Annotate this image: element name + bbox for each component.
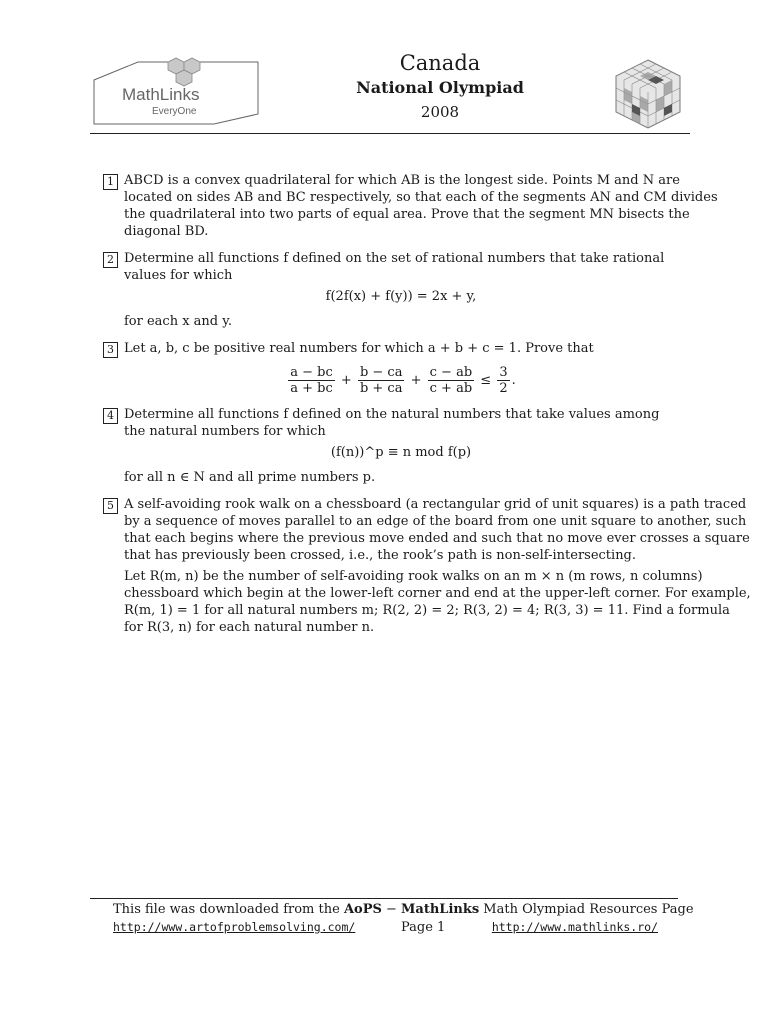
fraction: $\frac{3}{2}$ (499, 365, 508, 396)
footer-rule (90, 898, 678, 899)
problem-line: diagonal BD. (124, 224, 209, 239)
problem-line: Let R(m, n) be the number of self-avoiding rook walks on an m × n (m rows, n columns) (124, 569, 703, 584)
problem-4 (103, 406, 678, 486)
logo-subtext: EveryOne (152, 106, 197, 117)
problem-number: 5 (103, 498, 118, 514)
problem-line: by a sequence of moves parallel to an edge of the board from one unit square to another, such (124, 514, 747, 529)
problem-line: that each begins where the previous move ended and such that no move ever crosses a square (124, 531, 750, 546)
brand-mathlinks: MathLinks (401, 902, 480, 917)
cube-logo (612, 58, 684, 130)
problem-list (103, 172, 751, 646)
page-number: Page 1 (401, 920, 446, 935)
aops-link[interactable]: http://www.artofproblemsolving.com/ (113, 920, 356, 934)
problem-line: ABCD is a convex quadrilateral for which AB is the longest side. Points M and N are (124, 173, 680, 188)
mathlinks-logo (88, 56, 262, 128)
problem-line: for R(3, n) for each natural number n. (124, 620, 375, 635)
title-country: Canada (399, 51, 481, 75)
fraction: $\frac{c - ab}{c + ab}$ (429, 365, 473, 396)
title-competition: National Olympiad (356, 78, 524, 97)
footer-note: This file was downloaded from the AoPS − MathLinks Math Olympiad Resources Page (113, 902, 694, 917)
problem-text: for each x and y. (124, 314, 233, 329)
problem-line: located on sides AB and BC respectively, so that each of the segments AN and CM divides (124, 190, 718, 205)
fraction: $\frac{a - bc}{a + bc}$ (290, 365, 333, 396)
title-year: 2008 (420, 103, 460, 121)
problem-line: the quadrilateral into two parts of equal area. Prove that the segment MN bisects the (124, 207, 690, 222)
title-block (270, 50, 610, 123)
fraction: $\frac{b - ca}{b + ca}$ (359, 365, 403, 396)
problem-number: 4 (103, 408, 118, 424)
problem-5 (103, 496, 751, 636)
problem-line: that has previously been crossed, i.e., the rook’s path is non-self-intersecting. (124, 548, 637, 563)
problem-2 (103, 250, 678, 330)
problem-equation: f(2f(x) + f(y)) = 2x + y, (325, 289, 477, 304)
problem-equation: (f(n))^p ≡ n mod f(p) (330, 445, 472, 460)
problem-number: 1 (103, 174, 118, 190)
problem-1 (103, 172, 718, 240)
problem-3 (103, 340, 678, 396)
problem-line: chessboard which begin at the lower-left corner and end at the upper-left corner. For example, (124, 586, 751, 601)
problem-text: Determine all functions f defined on the natural numbers that take values among the natural numbers for which (124, 407, 660, 439)
mathlinks-link[interactable]: http://www.mathlinks.ro/ (491, 920, 658, 934)
problem-number: 3 (103, 342, 118, 358)
problem-text: Determine all functions f defined on the set of rational numbers that take rational values for which (124, 251, 665, 283)
problem-text: Let a, b, c be positive real numbers for which a + b + c = 1. Prove that (124, 341, 594, 356)
problem-line: A self-avoiding rook walk on a chessboard (a rectangular grid of unit squares) is a path traced (124, 497, 747, 512)
brand-aops: AoPS (343, 902, 382, 917)
problem-text: for all n ∈ N and all prime numbers p. (124, 470, 376, 485)
problem-number: 2 (103, 252, 118, 268)
problem-inequality: $\frac{a - bc}{a + bc}$ + $\frac{b - ca}{b + ca}$ + $\frac{c - ab}{c + ab}$ ≤ $\frac{3}{2}$ . (290, 365, 516, 396)
header-rule (90, 133, 690, 134)
problem-line: R(m, 1) = 1 for all natural numbers m; R(2, 2) = 2; R(3, 2) = 4; R(3, 3) = 11. Find a formula (124, 603, 730, 618)
logo-text: MathLinks (122, 85, 200, 104)
